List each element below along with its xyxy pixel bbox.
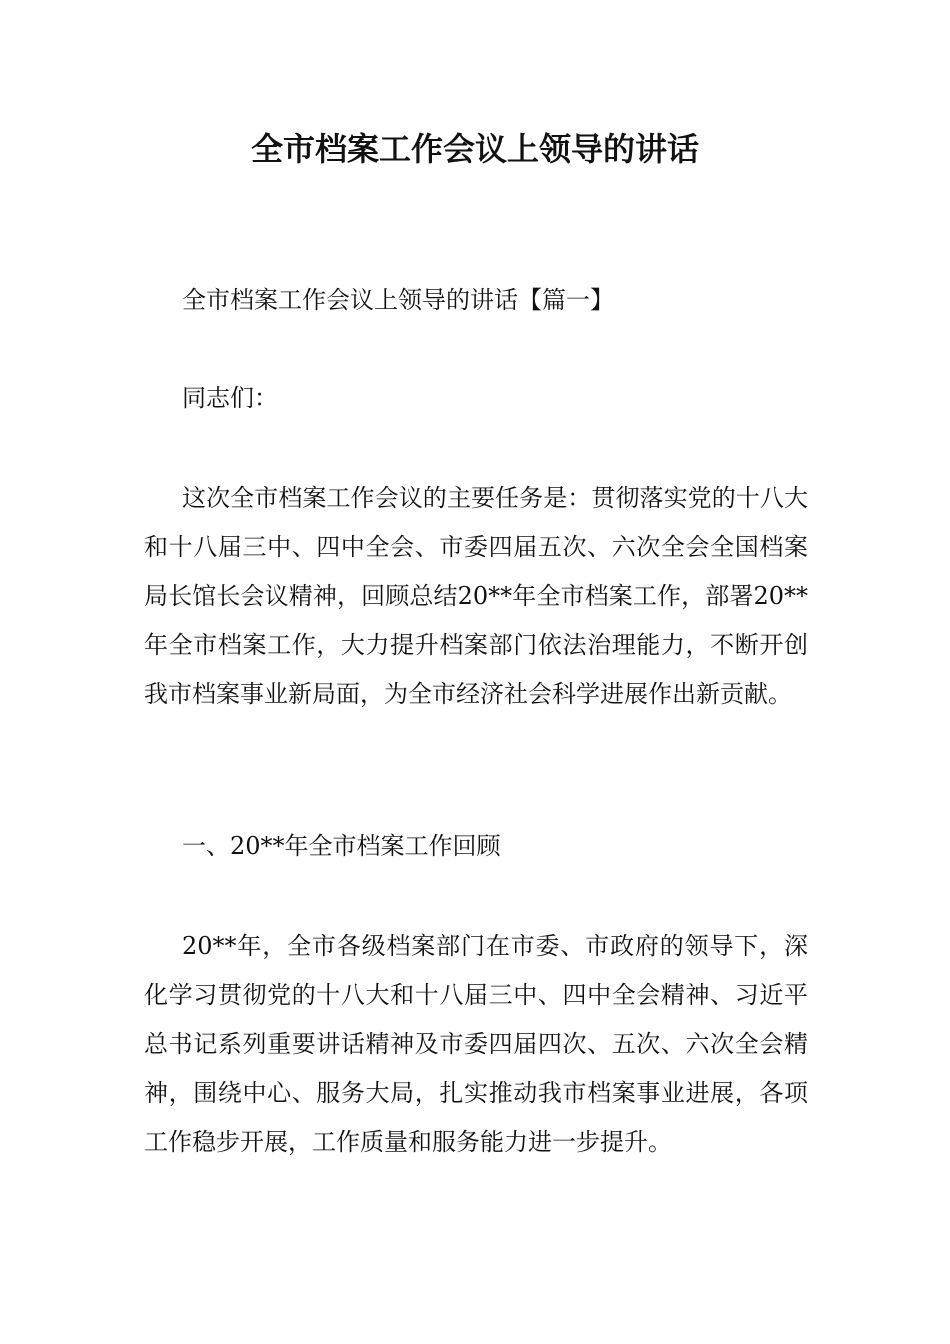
salutation: 同志们： [182,384,278,412]
review-paragraph: 20**年，全市各级档案部门在市委、市政府的领导下，深化学习贯彻党的十八大和十八届三中、四中全会精神、习近平总书记系列重要讲话精神及市委四届四次、五次、六次全会精神，围绕中心、服务大局，扎实推动我市档案事业进展，各项工作稳步开展，工作质量和服务能力进一步提升。 [144,932,808,1156]
section-subtitle: 全市档案工作会议上领导的讲话【篇一】 [182,286,614,314]
section-heading-1: 一、20**年全市档案工作回顾 [182,832,501,860]
intro-paragraph: 这次全市档案工作会议的主要任务是：贯彻落实党的十八大和十八届三中、四中全会、市委四届五次、六次全会全国档案局长馆长会议精神，回顾总结20**年全市档案工作，部署20**年全市档案工作，大力提升档案部门依法治理能力，不断开创我市档案事业新局面，为全市经济社会科学进展作出新贡献。 [144,484,808,708]
document-title: 全市档案工作会议上领导的讲话 [250,130,699,168]
